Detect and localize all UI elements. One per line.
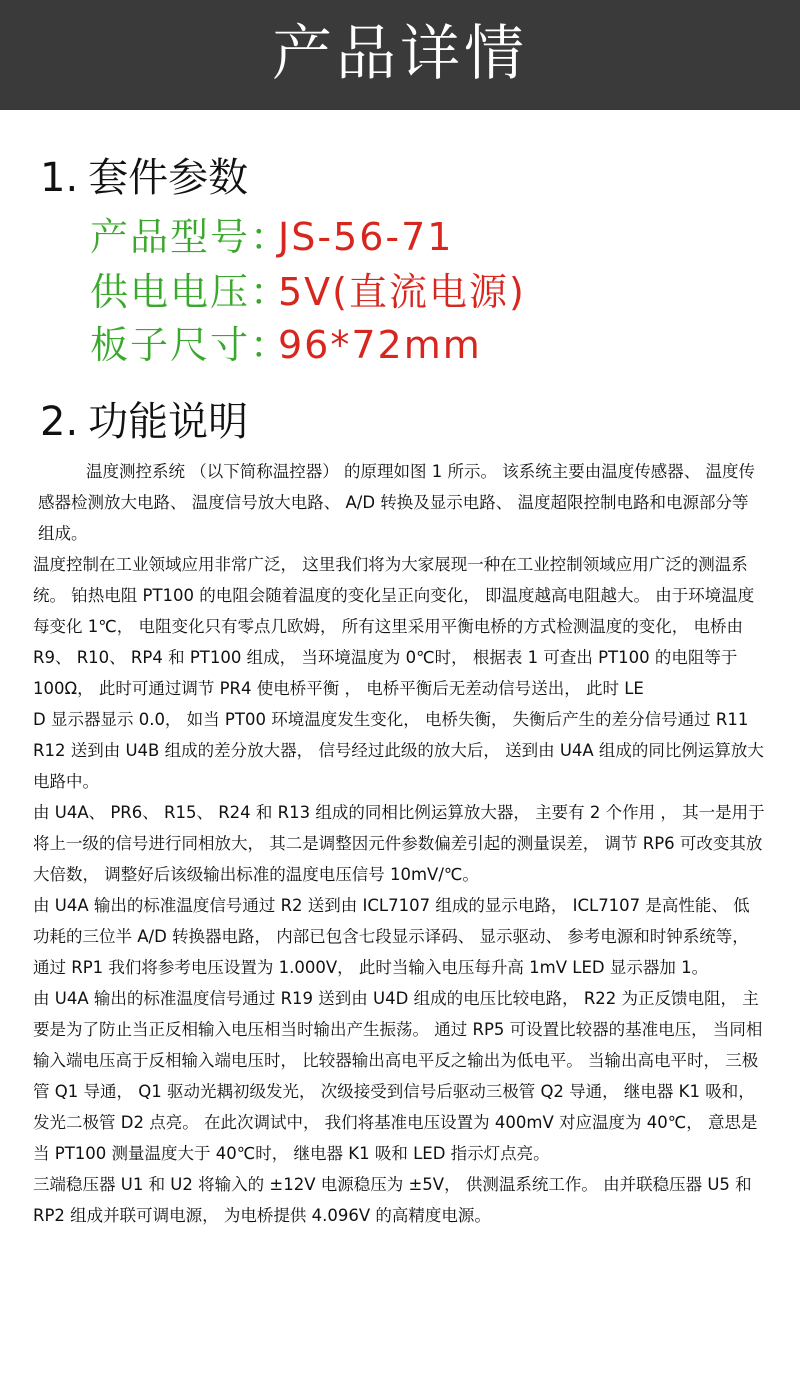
paragraph: 温度测控系统 （以下简称温控器） 的原理如图 1 所示。 该系统主要由温度传感器、 温度传感器检测放大电路、 温度信号放大电路、 A/D 转换及显示电路、 温度超限控制电路和电源部分等组成。 <box>38 462 755 543</box>
paragraph: 温度控制在工业领域应用非常广泛， 这里我们将为大家展现一种在工业控制领域应用广泛的测温系统。 铂热电阻 PT100 的电阻会随着温度的变化呈正向变化， 即温度越高电阻越大。 由于环境温度每变化 1℃， 电阻变化只有零点几欧姆， 所有这里采用平衡电桥的方式检测温度的变化， 电桥由 R9、 R10、 RP4 和 PT100 组成， 当环境温度为 0℃时， 根据表 1 可查出 PT100 的电阻等于 100Ω， 此时可通过调节 PR4 使电桥平衡 ， 电桥平衡后无差动信号送出， 此时 LE <box>33 555 755 698</box>
section-title: 套件参数 <box>88 155 249 201</box>
spec-value: JS-56-71 <box>278 215 454 259</box>
header-banner <box>0 0 800 110</box>
section-number: 2. <box>40 399 79 445</box>
section-heading-kit-params <box>40 152 248 204</box>
spec-row-voltage <box>90 267 526 317</box>
section-heading-function <box>40 396 248 448</box>
spec-value: 5V(直流电源) <box>278 270 526 314</box>
spec-label: 产品型号： <box>90 215 291 259</box>
page-title: 产品详情 <box>272 19 528 89</box>
spec-label: 供电电压： <box>90 270 291 314</box>
paragraph: D 显示器显示 0.0， 如当 PT00 环境温度发生变化， 电桥失衡， 失衡后产生的差分信号通过 R11 R12 送到由 U4B 组成的差分放大器， 信号经过此级的放大后， 送到由 U4A 组成的同比例运算放大电路中。 <box>33 710 764 791</box>
section-number: 1. <box>40 155 79 201</box>
function-description <box>33 456 765 1231</box>
spec-value: 96*72mm <box>278 323 482 367</box>
spec-row-model <box>90 212 453 262</box>
section-title: 功能说明 <box>88 399 249 445</box>
spec-row-size <box>90 320 482 370</box>
spec-label: 板子尺寸： <box>90 323 291 367</box>
paragraph: 由 U4A 输出的标准温度信号通过 R2 送到由 ICL7107 组成的显示电路， ICL7107 是高性能、 低功耗的三位半 A/D 转换器电路， 内部已包含七段显示译码、 显示驱动、 参考电源和时钟系统等， 通过 RP1 我们将参考电压设置为 1.000V， 此时当输入电压每升高 1mV LED 显示器加 1。 <box>33 896 750 977</box>
paragraph: 三端稳压器 U1 和 U2 将输入的 ±12V 电源稳压为 ±5V， 供测温系统工作。 由并联稳压器 U5 和 RP2 组成并联可调电源， 为电桥提供 4.096V 的高精度电源。 <box>33 1175 752 1225</box>
paragraph: 由 U4A 输出的标准温度信号通过 R19 送到由 U4D 组成的电压比较电路， R22 为正反馈电阻， 主要是为了防止当正反相输入电压相当时输出产生振荡。 通过 RP5 可设置比较器的基准电压， 当同相输入端电压高于反相输入端电压时， 比较器输出高电平反之输出为低电平。 当输出高电平时， 三极管 Q1 导通， Q1 驱动光耦初级发光， 次级接受到信号后驱动三极管 Q2 导通， 继电器 K1 吸和， 发光二极管 D2 点亮。 在此次调试中， 我们将基准电压设置为 400mV 对应温度为 40℃， 意思是当 PT100 测量温度大于 40℃时， 继电器 K1 吸和 LED 指示灯点亮。 <box>33 989 763 1163</box>
paragraph: 由 U4A、 PR6、 R15、 R24 和 R13 组成的同相比例运算放大器， 主要有 2 个作用 ， 其一是用于将上一级的信号进行同相放大， 其二是调整因元件参数偏差引起的测量误差， 调节 RP6 可改变其放大倍数， 调整好后该级输出标准的温度电压信号 10mV/℃。 <box>33 803 765 884</box>
